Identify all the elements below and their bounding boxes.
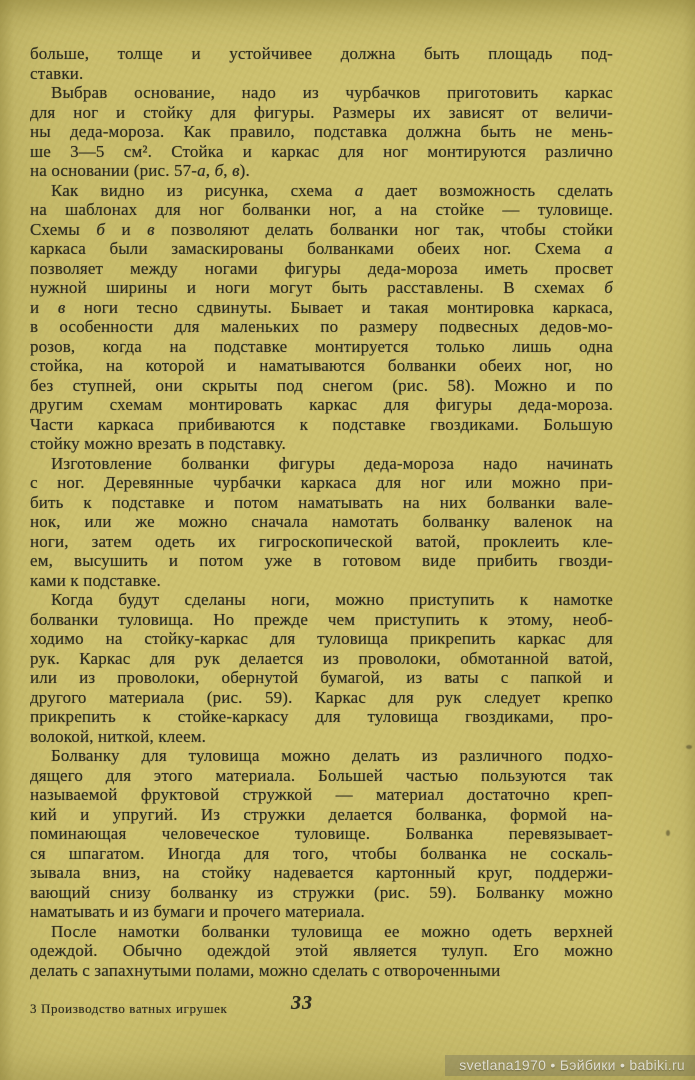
text-line: ходимо на стойку-каркас для туловища прикрепить каркас для — [30, 629, 613, 648]
text-line: ставки. — [30, 63, 84, 83]
text-line: Части каркаса прибиваются к подставке гвоздиками. Большую — [30, 414, 613, 434]
scan-artifact-speck — [666, 830, 670, 836]
text-line: вающий снизу болванку из стружки (рис. 59). Болванку можно — [30, 882, 613, 902]
text-line: в особенности для маленьких по размеру подвесных дедов-мо- — [30, 317, 613, 336]
page-body — [30, 44, 613, 980]
text-line: или из проволоки, обернутой бумагой, из ваты с папкой и — [30, 668, 613, 687]
text-line: зывала вниз, на стойку надевается картонный круг, поддержи- — [30, 863, 613, 882]
text-line: и в ноги тесно сдвинуты. Бывает и такая монтировка каркаса, — [30, 297, 613, 317]
text-line: ноги, затем одеть их гигроскопической ватой, проклеить кле- — [30, 531, 613, 551]
text-line: После намотки болванки туловища ее можно одеть верхней — [51, 921, 613, 941]
text-line: больше, толще и устойчивее должна быть площадь под- — [30, 44, 613, 63]
footer-signature-note: 3 Производство ватных игрушек — [30, 1001, 228, 1016]
watermark: svetlana1970 • Бэйбики • babiki.ru — [445, 1055, 695, 1076]
text-line: дящего для этого материала. Большей частью пользуются так — [30, 765, 613, 785]
text-line: наматывать и из бумаги и прочего материала. — [30, 902, 365, 921]
text-line: болванки туловища. Но прежде чем приступить к этому, необ- — [30, 609, 613, 629]
text-line: нужной ширины и ноги могут быть расставлены. В схемах б — [30, 278, 613, 297]
scan-artifact-speck — [686, 745, 692, 749]
text-line: позволяет между ногами фигуры деда-мороза иметь просвет — [30, 258, 613, 278]
text-line: делать с запахнутыми полами, можно сделать с отвороченными — [30, 960, 501, 980]
text-line: Изготовление болванки фигуры деда-мороза надо начинать — [51, 453, 613, 473]
text-line: стойку можно врезать в подставку. — [30, 434, 286, 453]
text-line: розов, когда на подставке монтируется только лишь одна — [30, 336, 613, 356]
text-line: называемой фруктовой стружкой — материал достаточно креп- — [30, 785, 613, 804]
text-line: рук. Каркас для рук делается из проволоки, обмотанной ватой, — [30, 648, 613, 668]
text-line: Схемы б и в позволяют делать болванки ног так, чтобы стойки — [30, 219, 613, 239]
text-line: ше 3—5 см². Стойка и каркас для ног монтируются различно — [30, 141, 613, 161]
text-line: волокой, ниткой, клеем. — [30, 726, 207, 746]
text-line: с ног. Деревянные чурбачки каркаса для ног или можно при- — [30, 473, 613, 492]
text-line: на основании (рис. 57-а, б, в). — [30, 161, 250, 180]
text-line: кий и упругий. Из стружки делается болванка, формой на- — [30, 804, 613, 824]
text-line: ем, высушить и потом уже в готовом виде прибить гвозди- — [30, 551, 613, 570]
text-line: для ног и стойку для фигуры. Размеры их зависят от величи- — [30, 102, 613, 122]
text-line: бить к подставке и потом наматывать на них болванки вале- — [30, 492, 613, 512]
text-line: стойка, на которой и наматываются болванки обеих ног, но — [30, 356, 613, 375]
text-line: ся шпагатом. Иногда для того, чтобы болванка не соскаль- — [30, 843, 613, 863]
text-line: каркаса были замаскированы болванками обеих ног. Схема а — [30, 239, 613, 258]
text-line: Когда будут сделаны ноги, можно приступить к намотке — [51, 590, 613, 609]
text-line: прикрепить к стойке-каркасу для туловища гвоздиками, про- — [30, 707, 613, 726]
text-line: Как видно из рисунка, схема а дает возможность сделать — [51, 180, 613, 200]
text-line: ны деда-мороза. Как правило, подставка должна быть не мень- — [30, 122, 613, 141]
page-number: 33 — [291, 992, 313, 1014]
text-line: поминающая человеческое туловище. Болванка перевязывает- — [30, 824, 613, 843]
text-line: без ступней, они скрыты под снегом (рис. 58). Можно и по — [30, 375, 613, 395]
text-line: Болванку для туловища можно делать из различного подхо- — [51, 746, 613, 765]
text-line: другим схемам монтировать каркас для фигуры деда-мороза. — [30, 395, 613, 414]
text-line: Выбрав основание, надо из чурбачков приготовить каркас — [51, 83, 613, 102]
text-line: нок, или же можно сначала намотать болванку валенок на — [30, 512, 613, 531]
text-line: на шаблонах для ног болванки ног, а на стойке — туловище. — [30, 200, 613, 219]
text-line: ками к подставке. — [30, 570, 161, 590]
text-line: другого материала (рис. 59). Каркас для рук следует крепко — [30, 687, 613, 707]
text-line: одеждой. Обычно одеждой этой является тулуп. Его можно — [30, 941, 613, 960]
